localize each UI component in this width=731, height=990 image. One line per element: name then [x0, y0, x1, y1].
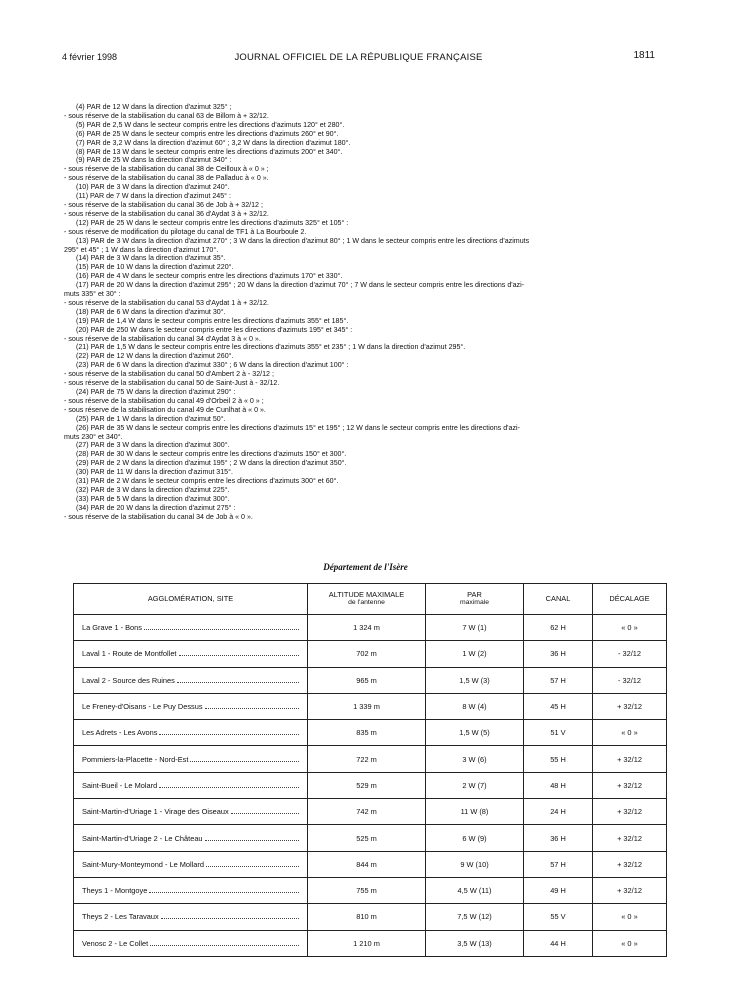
- footnote-line: muts 335° et 30° :: [64, 290, 121, 299]
- footnote-line: (34) PAR de 20 W dans la direction d'azimut 275° :: [76, 503, 236, 512]
- cell-decalage: + 32/12: [593, 772, 667, 798]
- transmitter-table: [73, 583, 667, 957]
- col-header-par-sub: maximale: [459, 599, 490, 606]
- site-name: Saint-Bueil - Le Molard: [82, 780, 158, 790]
- footnote-line: (9) PAR de 25 W dans la direction d'azimut 340° :: [76, 156, 232, 165]
- footnote-line: (11) PAR de 7 W dans la direction d'azimut 245° :: [76, 192, 231, 201]
- cell-altitude: 742 m: [308, 799, 426, 825]
- footnote-line: (20) PAR de 250 W dans le secteur compris entre les directions d'azimuts 195° et 345° :: [76, 325, 353, 334]
- table-row: [74, 851, 667, 877]
- cell-altitude: 844 m: [308, 851, 426, 877]
- footnote-line: - sous réserve de modification du pilotage du canal de TF1 à La Bourboule 2.: [64, 227, 307, 236]
- footnote-line: (18) PAR de 6 W dans la direction d'azimut 30°.: [76, 307, 226, 316]
- cell-par: 2 W (7): [426, 772, 524, 798]
- footnote-line: - sous réserve de la stabilisation du canal 34 de Job à « 0 ».: [64, 512, 253, 521]
- cell-canal: 51 V: [524, 720, 593, 746]
- cell-altitude: 1 324 m: [308, 615, 426, 641]
- cell-par: 4,5 W (11): [426, 877, 524, 903]
- footnote-line: - sous réserve de la stabilisation du canal 53 d'Aydat 1 à + 32/12.: [64, 298, 269, 307]
- footnote-line: (10) PAR de 3 W dans la direction d'azimut 240°.: [76, 183, 230, 192]
- cell-canal: 62 H: [524, 615, 593, 641]
- cell-canal: 57 H: [524, 667, 593, 693]
- cell-site: [74, 930, 308, 956]
- table-row: [74, 641, 667, 667]
- site-name: Theys 2 - Les Taravaux: [82, 912, 159, 922]
- cell-canal: 44 H: [524, 930, 593, 956]
- col-header-altitude: ALTITUDE MAXIMALE de l'antenne: [308, 584, 426, 615]
- footnote-line: (5) PAR de 2,5 W dans le secteur compris entre les directions d'azimuts 120° et 280°.: [76, 120, 345, 129]
- site-name: Les Adrets - Les Avons: [82, 728, 158, 738]
- cell-canal: 45 H: [524, 693, 593, 719]
- footnote-line: (31) PAR de 2 W dans le secteur compris entre les directions d'azimuts 300° et 60°.: [76, 477, 339, 486]
- col-header-site: AGGLOMÉRATION, SITE: [74, 584, 308, 615]
- table-row: [74, 930, 667, 956]
- table-row: [74, 693, 667, 719]
- site-name: Laval 2 - Source des Ruines: [82, 675, 175, 685]
- journal-title: JOURNAL OFFICIEL DE LA RÉPUBLIQUE FRANÇAISE: [234, 52, 483, 63]
- table-row: [74, 720, 667, 746]
- cell-altitude: 702 m: [308, 641, 426, 667]
- cell-par: 1 W (2): [426, 641, 524, 667]
- col-header-decalage: DÉCALAGE: [593, 584, 667, 615]
- dot-leader: [205, 702, 299, 709]
- footnote-line: (19) PAR de 1,4 W dans le secteur compris entre les directions d'azimuts 355° et 185°.: [76, 316, 349, 325]
- col-header-canal: CANAL: [524, 584, 593, 615]
- cell-decalage: « 0 »: [593, 615, 667, 641]
- site-name: Saint-Martin-d'Uriage 2 - Le Château: [82, 833, 203, 843]
- col-header-altitude-sub: de l'antenne: [348, 599, 385, 606]
- footnote-line: (25) PAR de 1 W dans la direction d'azimut 50°.: [76, 414, 226, 423]
- cell-decalage: - 32/12: [593, 641, 667, 667]
- site-name: Saint-Mury-Monteymond - Le Mollard: [82, 859, 204, 869]
- cell-canal: 36 H: [524, 825, 593, 851]
- footnote-line: (21) PAR de 1,5 W dans le secteur compris entre les directions d'azimuts 355° et 235° ; 1 W dans la direction d'azimut 295°.: [76, 343, 466, 352]
- footnote-line: (6) PAR de 25 W dans le secteur compris entre les directions d'azimuts 260° et 90°.: [76, 129, 339, 138]
- table-row: [74, 772, 667, 798]
- table-row: [74, 877, 667, 903]
- cell-site: [74, 851, 308, 877]
- cell-canal: 55 V: [524, 904, 593, 930]
- footnote-line: (28) PAR de 30 W dans le secteur compris entre les directions d'azimuts 150° et 300°.: [76, 450, 347, 459]
- cell-decalage: + 32/12: [593, 799, 667, 825]
- page-header: [62, 52, 655, 68]
- dot-leader: [205, 834, 299, 841]
- footnote-line: (29) PAR de 2 W dans la direction d'azimut 195° ; 2 W dans la direction d'azimut 350°.: [76, 459, 347, 468]
- dot-leader: [177, 676, 299, 683]
- footnote-line: muts 230° et 340°.: [64, 432, 123, 441]
- cell-altitude: 755 m: [308, 877, 426, 903]
- cell-canal: 36 H: [524, 641, 593, 667]
- cell-canal: 48 H: [524, 772, 593, 798]
- site-name: Le Freney-d'Oisans - Le Puy Dessus: [82, 702, 203, 712]
- cell-par: 3 W (6): [426, 746, 524, 772]
- site-name: Laval 1 - Route de Montfollet: [82, 649, 177, 659]
- footnote-line: (30) PAR de 11 W dans la direction d'azimut 315°.: [76, 468, 233, 477]
- table-row: [74, 746, 667, 772]
- cell-site: [74, 904, 308, 930]
- cell-decalage: « 0 »: [593, 904, 667, 930]
- footnote-line: - sous réserve de la stabilisation du canal 63 de Billom à + 32/12.: [64, 111, 269, 120]
- cell-par: 3,5 W (13): [426, 930, 524, 956]
- site-name: Theys 1 - Montgoye: [82, 886, 148, 896]
- table-row: [74, 799, 667, 825]
- footnotes-list: [64, 103, 660, 522]
- footnote-line: (24) PAR de 75 W dans la direction d'azimut 290° :: [76, 388, 236, 396]
- cell-altitude: 1 339 m: [308, 693, 426, 719]
- table-row: [74, 615, 667, 641]
- cell-site: [74, 772, 308, 798]
- cell-decalage: + 32/12: [593, 825, 667, 851]
- dot-leader: [144, 623, 299, 630]
- footnote-line: (13) PAR de 3 W dans la direction d'azimut 270° ; 3 W dans la direction d'azimut 80° ; 1 W dans le secteur compris entre les directions d'azimuts: [76, 236, 530, 245]
- cell-par: 9 W (10): [426, 851, 524, 877]
- cell-altitude: 810 m: [308, 904, 426, 930]
- footnote-line: (27) PAR de 3 W dans la direction d'azimut 300°.: [76, 441, 230, 450]
- cell-site: [74, 693, 308, 719]
- dot-leader: [190, 755, 299, 762]
- cell-par: 1,5 W (3): [426, 667, 524, 693]
- cell-decalage: + 32/12: [593, 746, 667, 772]
- site-name: Pommiers-la-Placette - Nord-Est: [82, 754, 189, 764]
- cell-decalage: + 32/12: [593, 877, 667, 903]
- footnote-line: (23) PAR de 6 W dans la direction d'azimut 330° ; 6 W dans la direction d'azimut 100° :: [76, 361, 349, 370]
- dot-leader: [159, 781, 299, 788]
- cell-site: [74, 877, 308, 903]
- footnote-line: (33) PAR de 5 W dans la direction d'azimut 300°.: [76, 494, 230, 503]
- cell-par: 11 W (8): [426, 799, 524, 825]
- cell-altitude: 529 m: [308, 772, 426, 798]
- cell-canal: 24 H: [524, 799, 593, 825]
- cell-par: 7,5 W (12): [426, 904, 524, 930]
- cell-site: [74, 825, 308, 851]
- cell-par: 6 W (9): [426, 825, 524, 851]
- dot-leader: [161, 912, 299, 919]
- cell-altitude: 835 m: [308, 720, 426, 746]
- dot-leader: [179, 649, 300, 656]
- dot-leader: [206, 860, 299, 867]
- table-body: [74, 615, 667, 957]
- footnote-line: (4) PAR de 12 W dans la direction d'azimut 325° ;: [76, 103, 232, 111]
- cell-site: [74, 799, 308, 825]
- footnote-line: (32) PAR de 3 W dans la direction d'azimut 225°.: [76, 485, 230, 494]
- footnote-line: (8) PAR de 13 W dans le secteur compris entre les directions d'azimuts 200° et 340°.: [76, 147, 343, 156]
- footnote-line: (7) PAR de 3,2 W dans la direction d'azimut 60° ; 3,2 W dans la direction d'azimut 180°.: [76, 138, 351, 147]
- cell-altitude: 965 m: [308, 667, 426, 693]
- footnote-line: - sous réserve de la stabilisation du canal 36 de Job à + 32/12 ;: [64, 200, 263, 209]
- dot-leader: [231, 807, 299, 814]
- footnote-line: (15) PAR de 10 W dans la direction d'azimut 220°.: [76, 263, 234, 272]
- footnote-line: - sous réserve de la stabilisation du canal 34 d'Aydat 3 à « 0 ».: [64, 334, 261, 343]
- footnote-line: (22) PAR de 12 W dans la direction d'azimut 260°.: [76, 352, 234, 361]
- publication-date: 4 février 1998: [62, 52, 118, 62]
- cell-decalage: « 0 »: [593, 720, 667, 746]
- dot-leader: [149, 886, 299, 893]
- cell-par: 7 W (1): [426, 615, 524, 641]
- footnote-line: - sous réserve de la stabilisation du canal 49 de Cunlhat à « 0 ».: [64, 405, 266, 414]
- cell-altitude: 525 m: [308, 825, 426, 851]
- table-header-row: [74, 584, 667, 615]
- table-row: [74, 904, 667, 930]
- department-title: Département de l'Isère: [323, 562, 408, 572]
- footnote-line: - sous réserve de la stabilisation du canal 49 d'Orbeil 2 à « 0 » ;: [64, 396, 264, 405]
- cell-decalage: + 32/12: [593, 693, 667, 719]
- footnote-line: - sous réserve de la stabilisation du canal 38 de Ceilloux à « 0 » ;: [64, 165, 269, 174]
- footnote-line: (14) PAR de 3 W dans la direction d'azimut 35°.: [76, 254, 226, 263]
- cell-site: [74, 615, 308, 641]
- footnote-line: (12) PAR de 25 W dans le secteur compris entre les directions d'azimuts 325° et 105° :: [76, 218, 349, 227]
- col-header-par: PAR maximale: [426, 584, 524, 615]
- site-name: La Grave 1 - Bons: [82, 623, 142, 633]
- cell-site: [74, 641, 308, 667]
- cell-decalage: + 32/12: [593, 851, 667, 877]
- table-row: [74, 825, 667, 851]
- cell-site: [74, 667, 308, 693]
- cell-canal: 57 H: [524, 851, 593, 877]
- cell-decalage: - 32/12: [593, 667, 667, 693]
- dot-leader: [150, 939, 299, 946]
- footnote-line: 295° et 45° ; 1 W dans la direction d'azimut 170°.: [64, 245, 219, 254]
- cell-par: 8 W (4): [426, 693, 524, 719]
- cell-site: [74, 720, 308, 746]
- cell-altitude: 1 210 m: [308, 930, 426, 956]
- footnote-line: - sous réserve de la stabilisation du canal 36 d'Aydat 3 à + 32/12.: [64, 209, 269, 218]
- footnote-line: - sous réserve de la stabilisation du canal 38 de Palladuc à « 0 ».: [64, 174, 269, 183]
- site-name: Venosc 2 - Le Collet: [82, 938, 149, 948]
- footnote-line: - sous réserve de la stabilisation du canal 50 d'Ambert 2 à - 32/12 ;: [64, 370, 274, 379]
- cell-par: 1,5 W (5): [426, 720, 524, 746]
- site-name: Saint-Martin-d'Uriage 1 - Virage des Oiseaux: [82, 807, 229, 817]
- footnote-line: (16) PAR de 4 W dans le secteur compris entre les directions d'azimuts 170° et 330°.: [76, 272, 343, 281]
- cell-site: [74, 746, 308, 772]
- footnote-line: (17) PAR de 20 W dans la direction d'azimut 295° ; 20 W dans la direction d'azimut 70° ; 7 W dans le secteur compris entre les directions d'azi-: [76, 281, 525, 290]
- footnote-line: (26) PAR de 35 W dans le secteur compris entre les directions d'azimuts 15° et 195° ; 12 W dans le secteur compris entre les directions d'azi-: [76, 423, 520, 432]
- table-row: [74, 667, 667, 693]
- cell-decalage: « 0 »: [593, 930, 667, 956]
- dot-leader: [159, 728, 299, 735]
- page-number: 1811: [633, 50, 655, 61]
- cell-canal: 49 H: [524, 877, 593, 903]
- cell-altitude: 722 m: [308, 746, 426, 772]
- cell-canal: 55 H: [524, 746, 593, 772]
- footnote-line: - sous réserve de la stabilisation du canal 50 de Saint-Just à - 32/12.: [64, 379, 280, 388]
